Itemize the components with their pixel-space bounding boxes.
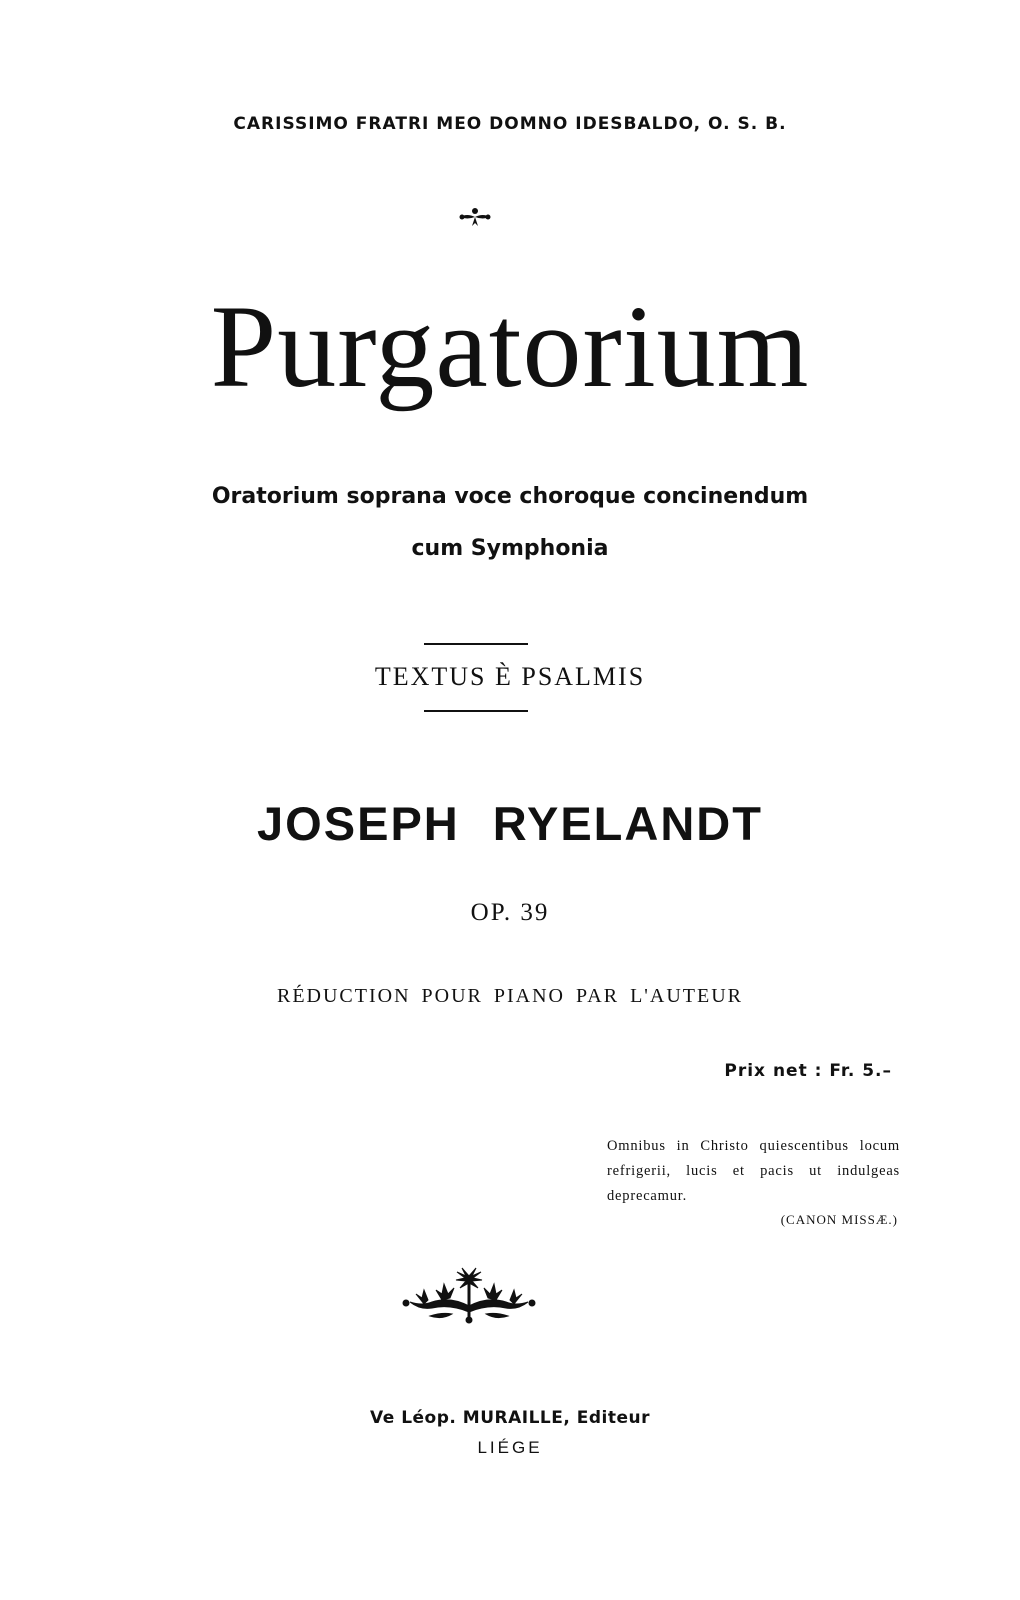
reduction-note: RÉDUCTION POUR PIANO PAR L'AUTEUR [276,985,743,1007]
title: Purgatorium [210,281,810,412]
dedication: CARISSIMO FRATRI MEO DOMNO IDESBALDO, O. S. B. [233,114,787,134]
price: Prix net : Fr. 5.– [724,1061,892,1081]
composer-name: JOSEPH RYELANDT [257,797,763,850]
subtitle-line-1: Oratorium soprana voce choroque concinendum [211,484,809,509]
subtitle-line-2: cum Symphonia [411,536,609,561]
divider-top [424,643,528,645]
publisher-city: LIÉGE [477,1438,543,1457]
divider-bottom [424,710,528,712]
publisher: Ve Léop. MURAILLE, Editeur [370,1408,650,1428]
opus-number: OP. 39 [470,899,550,926]
fleuron-ornament-icon [458,206,492,228]
epigraph: Omnibus in Christo quiescentibus locum refrigerii, lucis et pacis ut indulgeas deprecamur. [607,1138,900,1204]
epigraph-source: (CANON MISSÆ.) [780,1212,898,1227]
textus-line: TEXTUS È PSALMIS [374,662,646,691]
floral-ornament-icon [402,1266,536,1324]
